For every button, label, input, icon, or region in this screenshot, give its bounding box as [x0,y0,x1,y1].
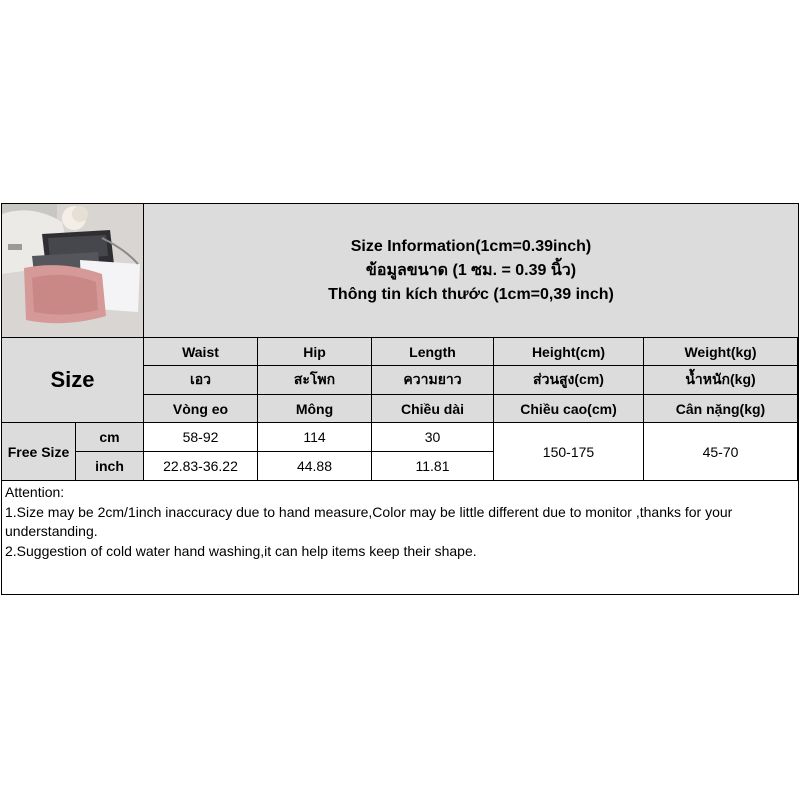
col-length-vi: Chiều dài [372,395,494,423]
title-block [144,204,798,338]
col-weight-vi: Cân nặng(kg) [644,395,798,423]
waist-cm-value: 58-92 [144,423,258,452]
col-height-vi: Chiều cao(cm) [494,395,644,423]
col-weight-en: Weight(kg) [644,338,798,366]
col-waist-vi: Vòng eo [144,395,258,423]
title-vietnamese: Thông tin kích thước (1cm=0,39 inch) [328,285,614,303]
unit-inch-label: inch [76,452,144,481]
col-hip-vi: Mông [258,395,372,423]
weight-value: 45-70 [644,423,798,481]
col-waist-en: Waist [144,338,258,366]
free-size-label: Free Size [2,423,76,481]
attention-heading: Attention: [5,484,65,500]
col-hip-en: Hip [258,338,372,366]
height-value: 150-175 [494,423,644,481]
attention-notes [2,481,798,563]
col-height-en: Height(cm) [494,338,644,366]
hip-cm-value: 114 [258,423,372,452]
product-image [2,204,144,338]
col-waist-th: เอว [144,366,258,395]
unit-cm-label: cm [76,423,144,452]
length-inch-value: 11.81 [372,452,494,481]
length-cm-value: 30 [372,423,494,452]
product-photo [2,204,144,338]
size-chart [1,203,799,595]
col-length-th: ความยาว [372,366,494,395]
size-heading: Size [2,338,144,423]
title-english: Size Information(1cm=0.39inch) [350,237,592,255]
attention-line-2: 2.Suggestion of cold water hand washing,it can help items keep their shape. [5,542,477,559]
title-thai: ข้อมูลขนาด (1 ซม. = 0.39 นิ้ว) [365,261,577,279]
col-weight-th: น้ำหนัก(kg) [644,366,798,395]
col-hip-th: สะโพก [258,366,372,395]
waist-inch-value: 22.83-36.22 [144,452,258,481]
attention-line-1: 1.Size may be 2cm/1inch inaccuracy due to hand measure,Color may be little different due to monitor ,thanks for your understanding. [5,503,733,539]
col-length-en: Length [372,338,494,366]
col-height-th: ส่วนสูง(cm) [494,366,644,395]
hip-inch-value: 44.88 [258,452,372,481]
